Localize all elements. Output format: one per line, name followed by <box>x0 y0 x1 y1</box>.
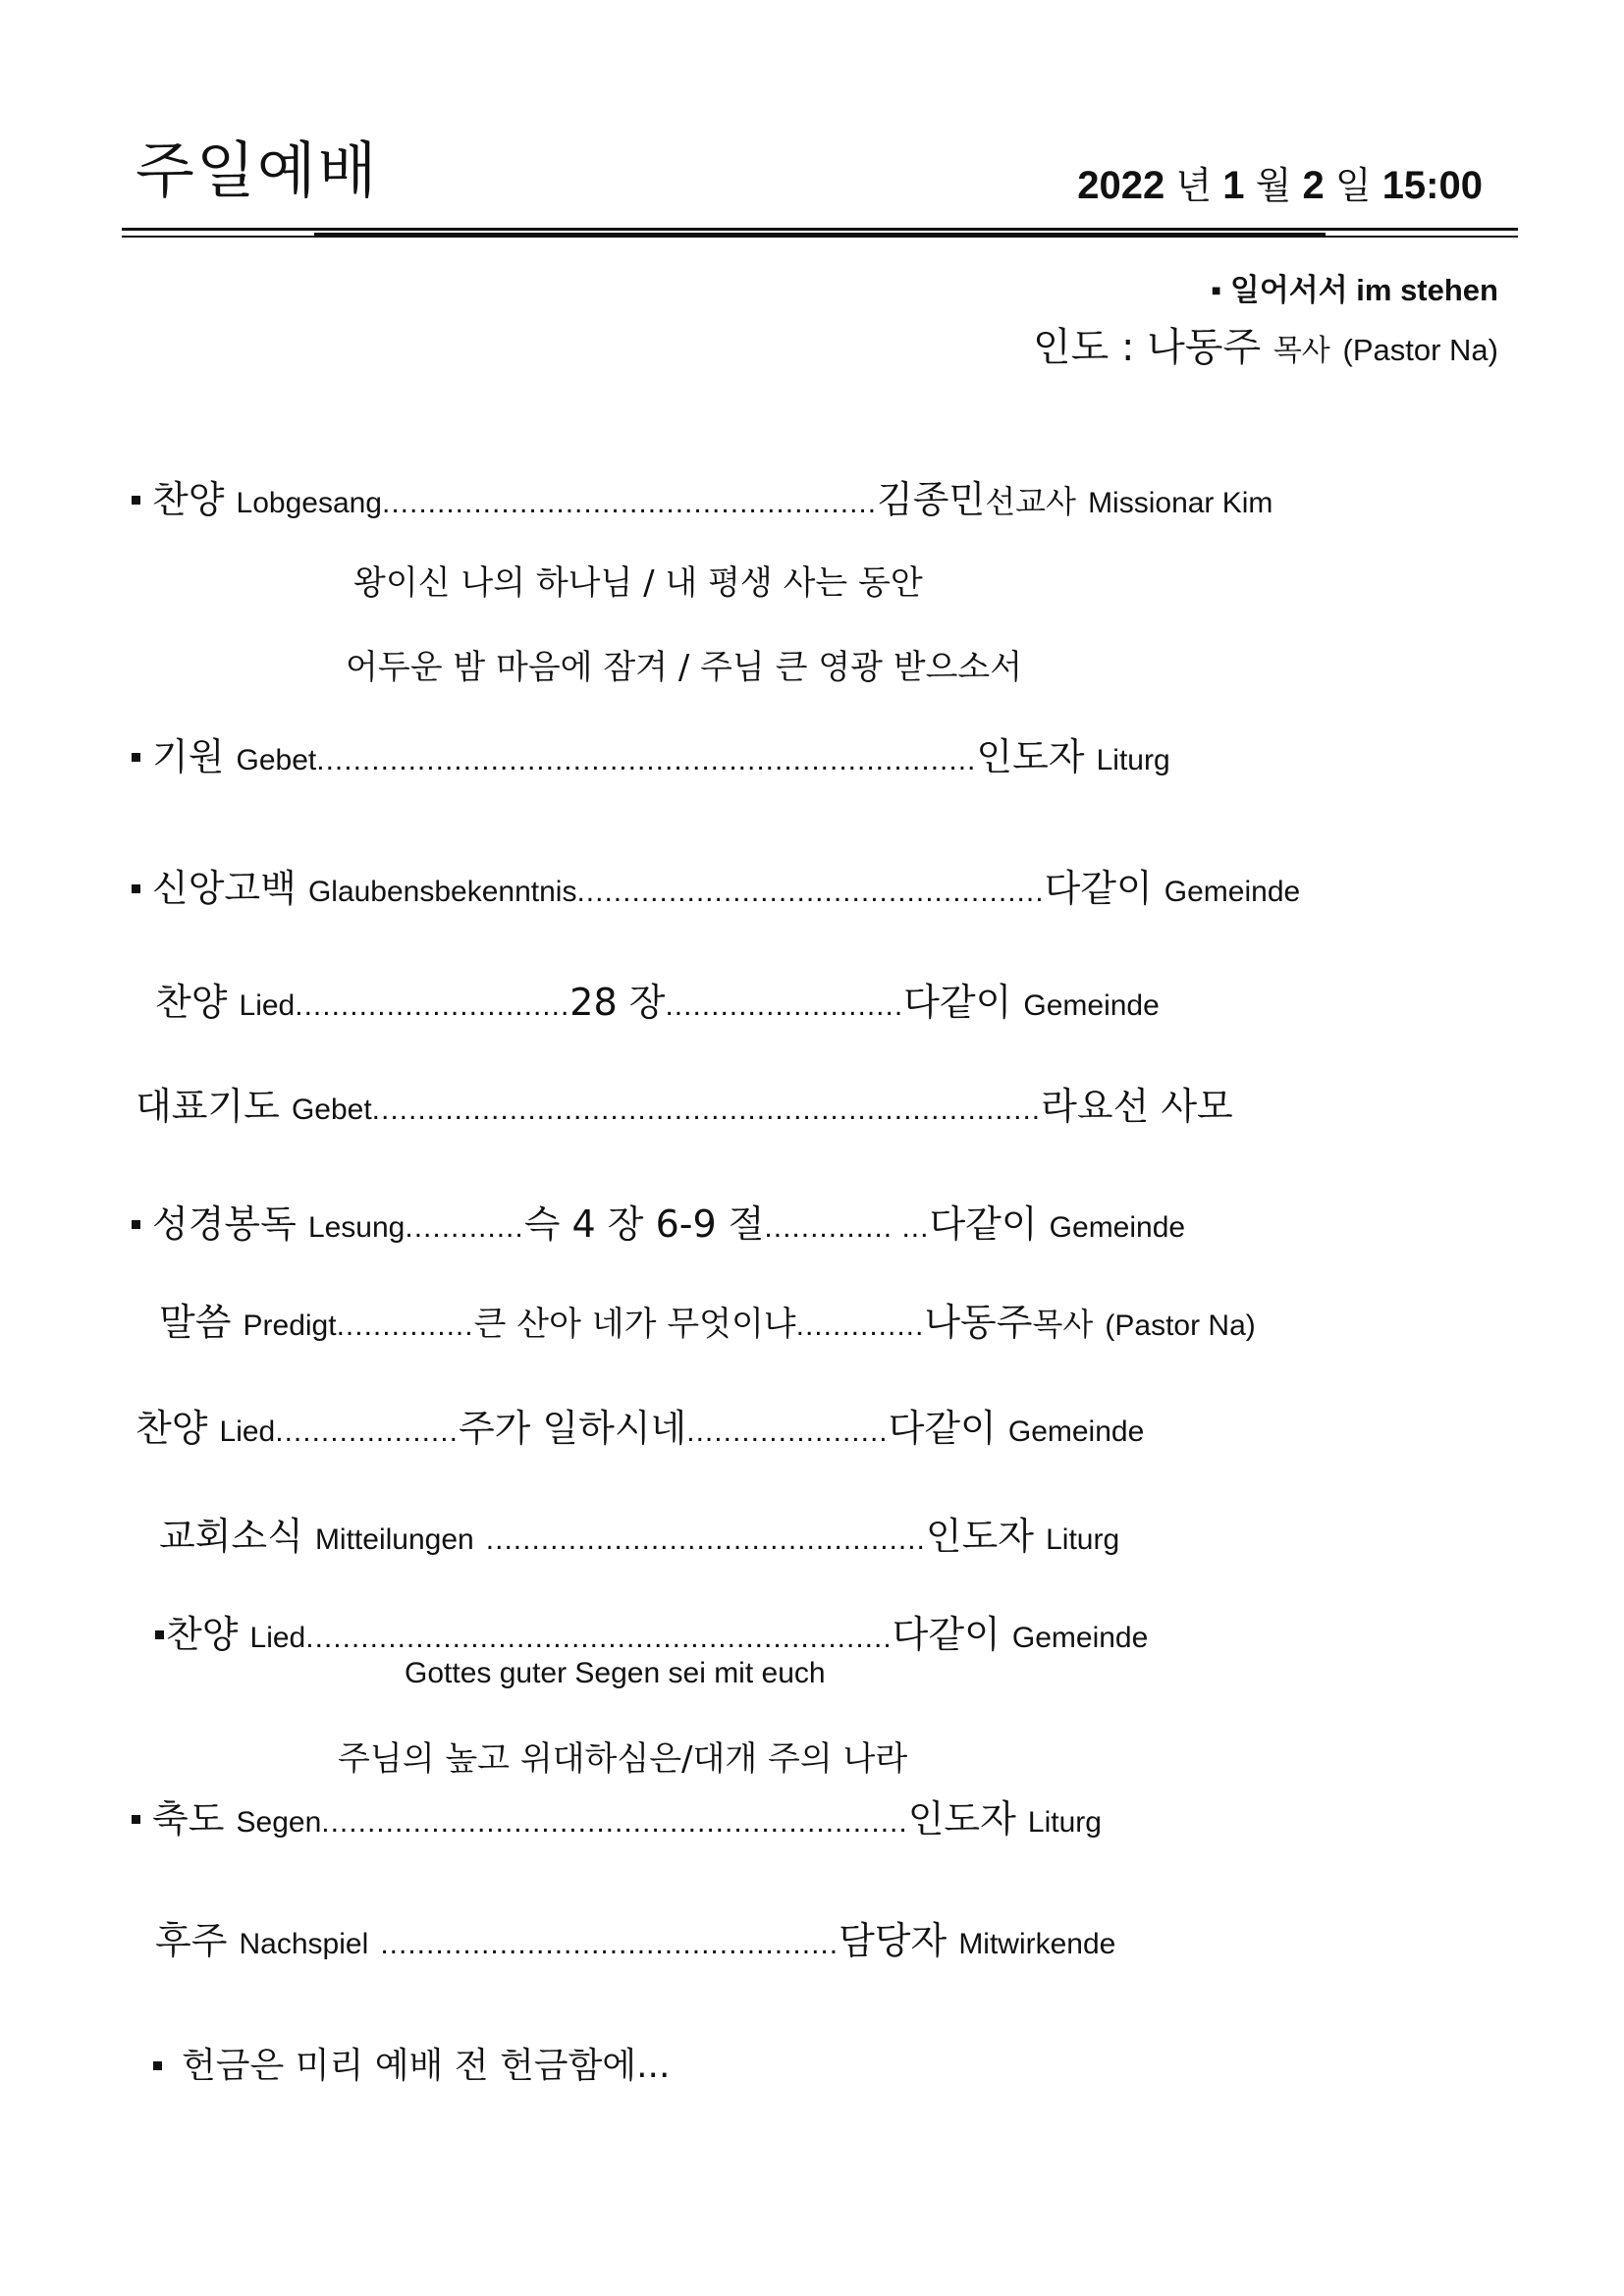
item-person: 다같이 <box>903 981 1012 1024</box>
leader-dots: ................................................ <box>485 1523 926 1556</box>
item-title-de: Lesung <box>307 1211 406 1244</box>
leader-dots: ...................................................... <box>382 487 878 519</box>
item-title-de: Nachspiel <box>239 1928 369 1960</box>
item-role-de: Liturg <box>1027 1806 1102 1839</box>
item-title-de: Lied <box>249 1622 306 1654</box>
item-person: 라요선 사모 <box>1041 1085 1233 1128</box>
item-title: 찬양 <box>155 981 228 1024</box>
item-title-de: Lobgesang <box>236 487 382 519</box>
item-role: 선교사 <box>985 483 1076 520</box>
item-person: 인도자 <box>907 1797 1016 1841</box>
bullet-icon <box>153 2061 162 2070</box>
item-person: 담당자 <box>839 1919 947 1962</box>
order-item-praise <box>132 469 1272 523</box>
lyric-line-de: Gottes guter Segen sei mit euch <box>405 1657 826 1689</box>
date-day-unit: 일 <box>1334 164 1372 207</box>
date-month: 1 <box>1222 164 1245 207</box>
lyric-line: 왕이신 나의 하나님 / 내 평생 사는 동안 <box>353 563 923 603</box>
date-year-unit: 년 <box>1175 164 1213 207</box>
item-title-de: Predigt <box>243 1309 337 1342</box>
leader-dots: ............... <box>336 1309 474 1342</box>
offering-note <box>153 2038 670 2088</box>
order-item-sermon <box>159 1292 1256 1346</box>
service-leader <box>1033 316 1498 372</box>
item-title: 말씀 <box>159 1301 232 1344</box>
item-person: 다같이 <box>888 1407 997 1450</box>
leader-dots: .......................... <box>665 989 904 1022</box>
item-role-de: Gemeinde <box>1164 876 1301 908</box>
item-title-de: Mitteilungen <box>314 1523 474 1556</box>
leader-dots: .................................................. <box>380 1928 839 1960</box>
order-item-benediction <box>132 1789 1102 1842</box>
item-person: 다같이 <box>1044 867 1153 910</box>
order-item-postlude <box>155 1910 1115 1964</box>
item-role-de: Missionar Kim <box>1088 487 1273 519</box>
header-divider <box>122 228 1518 231</box>
bullet-icon <box>132 753 140 762</box>
leader-dots: .............. ... <box>764 1211 930 1244</box>
bullet-icon <box>132 1815 140 1824</box>
bullet-icon <box>132 884 140 893</box>
item-person: 나동주 <box>924 1301 1033 1344</box>
order-item-hymn <box>135 1398 1144 1452</box>
item-role: 목사 <box>1032 1306 1094 1343</box>
order-item-reading <box>132 1194 1185 1248</box>
leader-dots: .............................. <box>295 989 570 1022</box>
item-title-de: Lied <box>239 989 296 1022</box>
order-item-hymn <box>155 1604 1148 1658</box>
leader-latin: (Pastor Na) <box>1342 333 1498 367</box>
item-role-de: (Pastor Na) <box>1105 1309 1256 1342</box>
item-person: 인도자 <box>976 735 1085 778</box>
bullet-icon <box>132 496 140 505</box>
item-person: 다같이 <box>892 1613 1001 1656</box>
item-title: 대표기도 <box>135 1085 280 1128</box>
page-title: 주일예배 <box>135 134 379 206</box>
item-person: 김종민 <box>877 478 986 521</box>
item-person: 다같이 <box>929 1202 1038 1246</box>
item-detail: 슥 4 장 6-9 절 <box>523 1202 765 1246</box>
date-month-unit: 월 <box>1255 164 1292 207</box>
leader-title: 목사 <box>1272 334 1330 368</box>
item-detail: 주가 일하시네 <box>458 1407 687 1450</box>
date-day: 2 <box>1302 164 1325 207</box>
lyric-line: 어두운 밤 마음에 잠겨 / 주님 큰 영광 받으소서 <box>346 648 1023 687</box>
item-title: 교회소식 <box>159 1515 303 1558</box>
date-time: 15:00 <box>1381 164 1483 207</box>
order-item-prayer <box>135 1076 1233 1130</box>
leader-dots: ................................................................ <box>305 1622 893 1654</box>
item-title: 찬양 <box>152 478 225 521</box>
item-role-de: Liturg <box>1096 744 1170 776</box>
item-title: 신앙고백 <box>152 867 297 910</box>
item-title-de: Lied <box>219 1415 276 1448</box>
order-item-invocation <box>132 726 1170 780</box>
item-title: 찬양 <box>135 1407 208 1450</box>
item-detail: 큰 산아 네가 무엇이냐 <box>473 1305 796 1344</box>
leader-dots: ................................................................ <box>321 1806 908 1839</box>
leader-label: 인도 : 나동주 <box>1033 325 1262 370</box>
bullet-icon <box>132 1220 140 1229</box>
item-title: 후주 <box>155 1919 228 1962</box>
item-title: 축도 <box>152 1797 225 1841</box>
item-title-de: Gebet <box>291 1094 372 1126</box>
leader-dots: ................................................... <box>576 876 1045 908</box>
item-role-de: Gemeinde <box>1007 1415 1145 1448</box>
order-item-creed <box>132 858 1300 912</box>
lyric-line: 주님의 높고 위대하심은/대개 주의 나라 <box>338 1739 908 1779</box>
offering-note-text: 헌금은 미리 예배 전 헌금함에... <box>182 2046 671 2086</box>
item-title-de: Glaubensbekenntnis <box>307 876 577 908</box>
item-title: 성경봉독 <box>152 1202 297 1246</box>
item-detail: 28 장 <box>569 981 666 1024</box>
leader-dots: .............. <box>795 1309 925 1342</box>
header-divider-lower <box>122 236 1518 238</box>
item-role-de: Liturg <box>1046 1523 1120 1556</box>
leader-dots: .................... <box>275 1415 459 1448</box>
order-item-hymn <box>155 972 1160 1026</box>
item-role-de: Gemeinde <box>1023 989 1160 1022</box>
item-role-de: Mitwirkende <box>958 1928 1116 1960</box>
leader-dots: ............. <box>405 1211 524 1244</box>
item-title: 찬양 <box>166 1613 239 1656</box>
item-title-de: Gebet <box>236 744 317 776</box>
item-title: 기원 <box>152 735 225 778</box>
standing-note: ▪ 일어서서 im stehen <box>1211 273 1498 307</box>
date-year: 2022 <box>1077 164 1165 207</box>
leader-dots: ...................... <box>686 1415 889 1448</box>
service-date <box>1077 155 1483 209</box>
order-item-announcements <box>159 1506 1119 1560</box>
leader-dots: ......................................................................... <box>371 1094 1042 1126</box>
item-role-de: Gemeinde <box>1011 1622 1149 1654</box>
item-person: 인도자 <box>925 1515 1034 1558</box>
item-role-de: Gemeinde <box>1049 1211 1186 1244</box>
bullet-icon <box>155 1630 164 1639</box>
leader-dots: ........................................................................ <box>316 744 977 776</box>
item-title-de: Segen <box>236 1806 322 1839</box>
